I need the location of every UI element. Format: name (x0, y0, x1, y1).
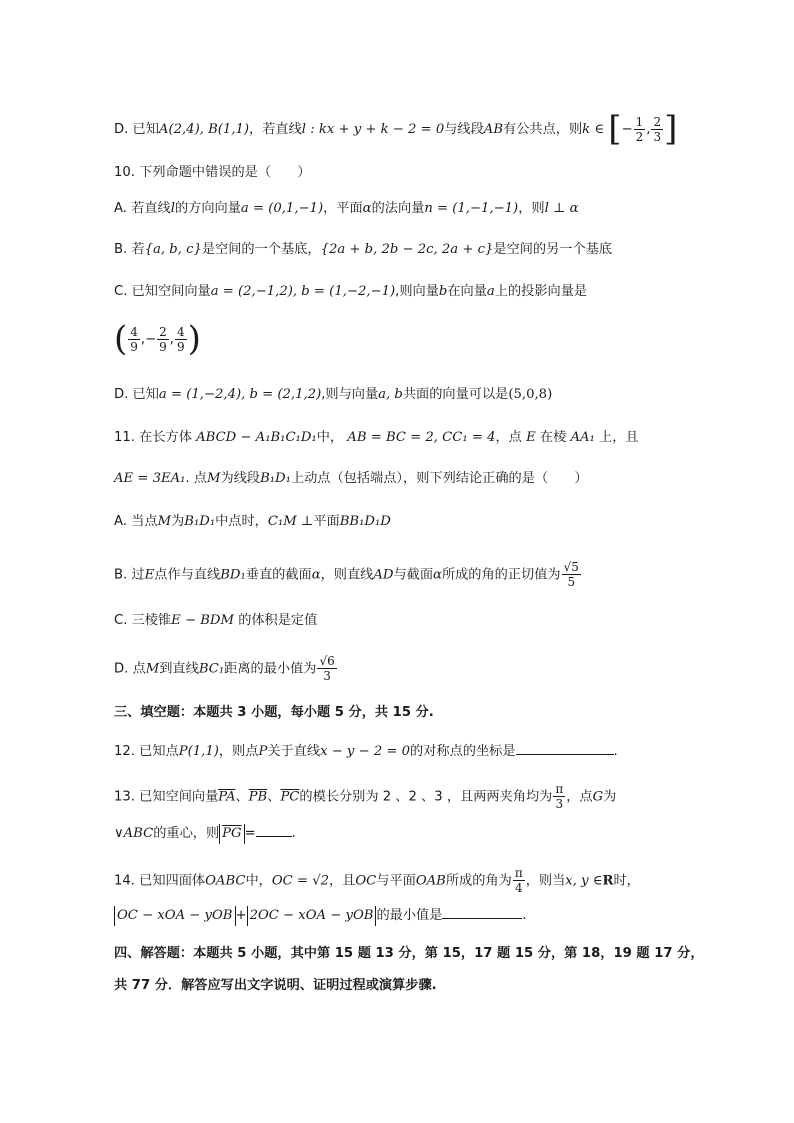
math: n = (1,−1,−1) (424, 201, 519, 216)
math: OC (355, 873, 377, 889)
math: {a, b, c} (144, 242, 202, 257)
q10-option-c-answer: ( $\frac{4}{9}$ ,− $\frac{2}{9}$ , $\frac{4}{9}$ ) (114, 319, 201, 359)
section-4-heading-1 (114, 944, 704, 964)
math: x − y − 2 = 0 (320, 744, 411, 759)
section-4-heading-2 (114, 976, 437, 996)
q13-line-2 (114, 822, 296, 844)
q11-option-c (114, 611, 317, 631)
answer-blank[interactable] (442, 904, 522, 919)
fraction: $\frac{4}{9}$ (130, 324, 138, 354)
text: 为 (171, 514, 185, 529)
math: C₁M ⊥ (267, 514, 314, 529)
math: l : kx + y + k − 2 = 0 (301, 122, 445, 137)
text: ，若直线 (249, 122, 302, 137)
math: a, b (378, 387, 403, 402)
text: 点作与直线 (154, 567, 221, 583)
math: α (311, 567, 321, 583)
text: 为线段 (220, 471, 261, 486)
text: 垂直的截面 (245, 567, 312, 583)
text: D. 已知 (114, 122, 159, 137)
abs-value: OC − xOA − yOB (114, 906, 236, 926)
text: C. 三棱锥 (114, 613, 172, 628)
math: {2a + b, 2b − 2c, 2a + c} (320, 242, 494, 257)
math: a = (2,−1,2), b = (1,−2,−1) (210, 284, 396, 299)
math: b (438, 284, 448, 299)
text: 在棱 (539, 430, 567, 445)
text: 12. 已知点 (114, 744, 179, 759)
math: AD (373, 567, 394, 583)
text: ,则向量 (395, 284, 439, 299)
math: BB₁D₁D (339, 514, 391, 529)
q14-line-1 (114, 866, 640, 895)
math: α (433, 567, 442, 583)
text: ，点 (566, 789, 593, 805)
q10-option-c (114, 282, 587, 302)
fraction: $\frac{2}{9}$ (159, 324, 167, 354)
math: M (157, 514, 172, 529)
text: D. 已知 (114, 387, 159, 402)
paren-open: ( (114, 319, 128, 359)
text: 与截面 (393, 567, 434, 583)
text: 上，且 (599, 430, 639, 445)
vector: $\overline{PB}$ (248, 789, 268, 805)
math: (5,0,8) (508, 387, 553, 402)
q10-stem (114, 163, 311, 183)
abs-value: 2OC − xOA − yOB (247, 906, 377, 926)
math: M (207, 471, 221, 486)
math: E − BDM (171, 613, 234, 628)
text: 的方向向量 (174, 201, 241, 216)
math: M (145, 661, 160, 677)
math: α (362, 201, 372, 216)
math: l (170, 201, 175, 216)
q11-option-a (114, 512, 391, 532)
text: 是空间的一个基底， (201, 242, 321, 257)
text: 共 77 分．解答应写出文字说明、证明过程或演算步骤. (114, 978, 437, 993)
math: AE = 3EA₁ (114, 471, 186, 486)
text: 上的投影向量是 (494, 284, 588, 299)
fraction: $\frac{4}{9}$ (177, 324, 185, 354)
text: D. 点 (114, 661, 146, 677)
text: . (291, 826, 296, 841)
text: 共面的向量可以是 (402, 387, 509, 402)
text: 为 (603, 789, 617, 805)
abs-value: $\overline{PG}$ (219, 824, 244, 844)
text: A. 若直线 (114, 201, 171, 216)
text: 的对称点的坐标是 (410, 744, 516, 759)
math: a = (1,−2,4), b = (2,1,2) (158, 387, 322, 402)
math: P (258, 744, 268, 759)
math: G (592, 789, 604, 805)
math: BD₁ (220, 567, 246, 583)
text: . (522, 908, 527, 923)
text: 10. 下列命题中错误的是（ ） (114, 165, 311, 180)
vector: $\overline{PA}$ (218, 789, 236, 805)
math: AB (483, 122, 504, 137)
q9-option-d: D. 已知A(2,4), B(1,1)，若直线l : kx + y + k − 2 = 0与线段AB有公共点，则k ∈ [− $\frac{1}{2}$ , $\frac{2}{3}$ ] (114, 109, 678, 149)
fraction: $\frac{√6}{3}$ (319, 654, 335, 683)
text: 平面 (313, 514, 340, 529)
text: ，则当 (525, 873, 566, 889)
text: 、 (235, 789, 249, 805)
text: 中点时， (215, 514, 268, 529)
text: 11. 在长方体 (114, 430, 192, 445)
fraction: $\frac{\pi}{3}$ (555, 782, 564, 811)
text: 时， (613, 873, 640, 889)
text: B. 过 (114, 567, 145, 583)
text: ，且 (329, 873, 356, 889)
math: E (144, 567, 155, 583)
text: 的法向量 (371, 201, 425, 216)
q10-option-a (114, 199, 579, 219)
q10-option-d (114, 385, 552, 405)
paren-close: ) (187, 319, 201, 359)
text: . 点 (185, 471, 207, 486)
q10-option-b (114, 240, 612, 260)
math: ∨ABC (114, 826, 154, 841)
math: P(1,1) (178, 744, 219, 759)
text: 距离的最小值为 (224, 661, 317, 677)
text: 有公共点，则 (503, 122, 583, 137)
math: k ∈ (582, 122, 605, 137)
text: 的模长分别为 2 、2 、3 ，且两两夹角均为 (299, 789, 553, 805)
text: C. 已知空间向量 (114, 284, 211, 299)
text: 14. 已知四面体 (114, 873, 206, 889)
math: a = (0,1,−1) (240, 201, 324, 216)
q12 (114, 740, 618, 762)
math: BC₁ (198, 661, 225, 677)
text: 所成的角为 (445, 873, 512, 889)
text: . (613, 744, 618, 759)
math: E (526, 430, 536, 445)
math: x, y ∈ (565, 873, 603, 889)
text: 是空间的另一个基底 (493, 242, 613, 257)
math: B₁D₁ (184, 514, 216, 529)
text: ，则直线 (320, 567, 374, 583)
text: 在向量 (447, 284, 487, 299)
text: + (235, 908, 247, 923)
fraction: $\frac{\pi}{4}$ (514, 866, 523, 895)
text: 的重心，则 (153, 826, 220, 841)
section-3-heading (114, 703, 434, 723)
text: ，则点 (218, 744, 259, 759)
text: 的最小值是 (376, 908, 443, 923)
text: 关于直线 (267, 744, 321, 759)
math: B₁D₁ (260, 471, 291, 486)
math: AA₁ (570, 430, 595, 445)
text: 与线段 (444, 122, 484, 137)
math: OAB (415, 873, 446, 889)
q11-stem-2 (114, 469, 588, 489)
math: OC = √2 (271, 873, 329, 889)
text: ，点 (495, 430, 522, 445)
text: 的体积是定值 (238, 613, 318, 628)
bracket-close: ] (664, 109, 678, 149)
math: A(2,4), B(1,1) (158, 122, 250, 137)
text: A. 当点 (114, 514, 158, 529)
bracket-open: [ (608, 109, 622, 149)
text: = (244, 826, 256, 841)
text: 与平面 (376, 873, 416, 889)
text: ,则与向量 (321, 387, 379, 402)
text: ，平面 (323, 201, 363, 216)
fraction: $\frac{1}{2}$ (635, 114, 644, 144)
q13-line-1 (114, 782, 616, 811)
math: a (486, 284, 495, 299)
text: 三、填空题：本题共 3 小题，每小题 5 分，共 15 分. (114, 705, 434, 720)
math: AB = BC = 2, CC₁ = 4 (347, 430, 496, 445)
text: 13. 已知空间向量 (114, 789, 219, 805)
q11-stem-1 (114, 428, 639, 448)
answer-blank[interactable] (256, 822, 292, 837)
answer-blank[interactable] (516, 740, 614, 755)
math: R (602, 873, 614, 889)
q11-option-d (114, 654, 338, 683)
q11-option-b (114, 560, 582, 589)
text: B. 若 (114, 242, 145, 257)
text: 到直线 (159, 661, 199, 677)
math: OABC (205, 873, 246, 889)
fraction: $\frac{√5}{5}$ (563, 560, 579, 589)
fraction: $\frac{2}{3}$ (653, 114, 662, 144)
text: ，则 (518, 201, 545, 216)
q14-line-2 (114, 904, 527, 926)
text: 四、解答题：本题共 5 小题，其中第 15 题 13 分，第 15，17 题 15 分，第 18，19 题 17 分， (114, 946, 704, 961)
text: 中， (316, 430, 344, 445)
math: ABCD − A₁B₁C₁D₁ (196, 430, 317, 445)
text: 、 (267, 789, 281, 805)
math: l ⊥ α (544, 201, 579, 216)
text: 所成的角的正切值为 (441, 567, 561, 583)
vector: $\overline{PC}$ (280, 789, 300, 805)
text: 上动点（包括端点），则下列结论正确的是（ ） (290, 471, 588, 486)
text: 中， (245, 873, 272, 889)
